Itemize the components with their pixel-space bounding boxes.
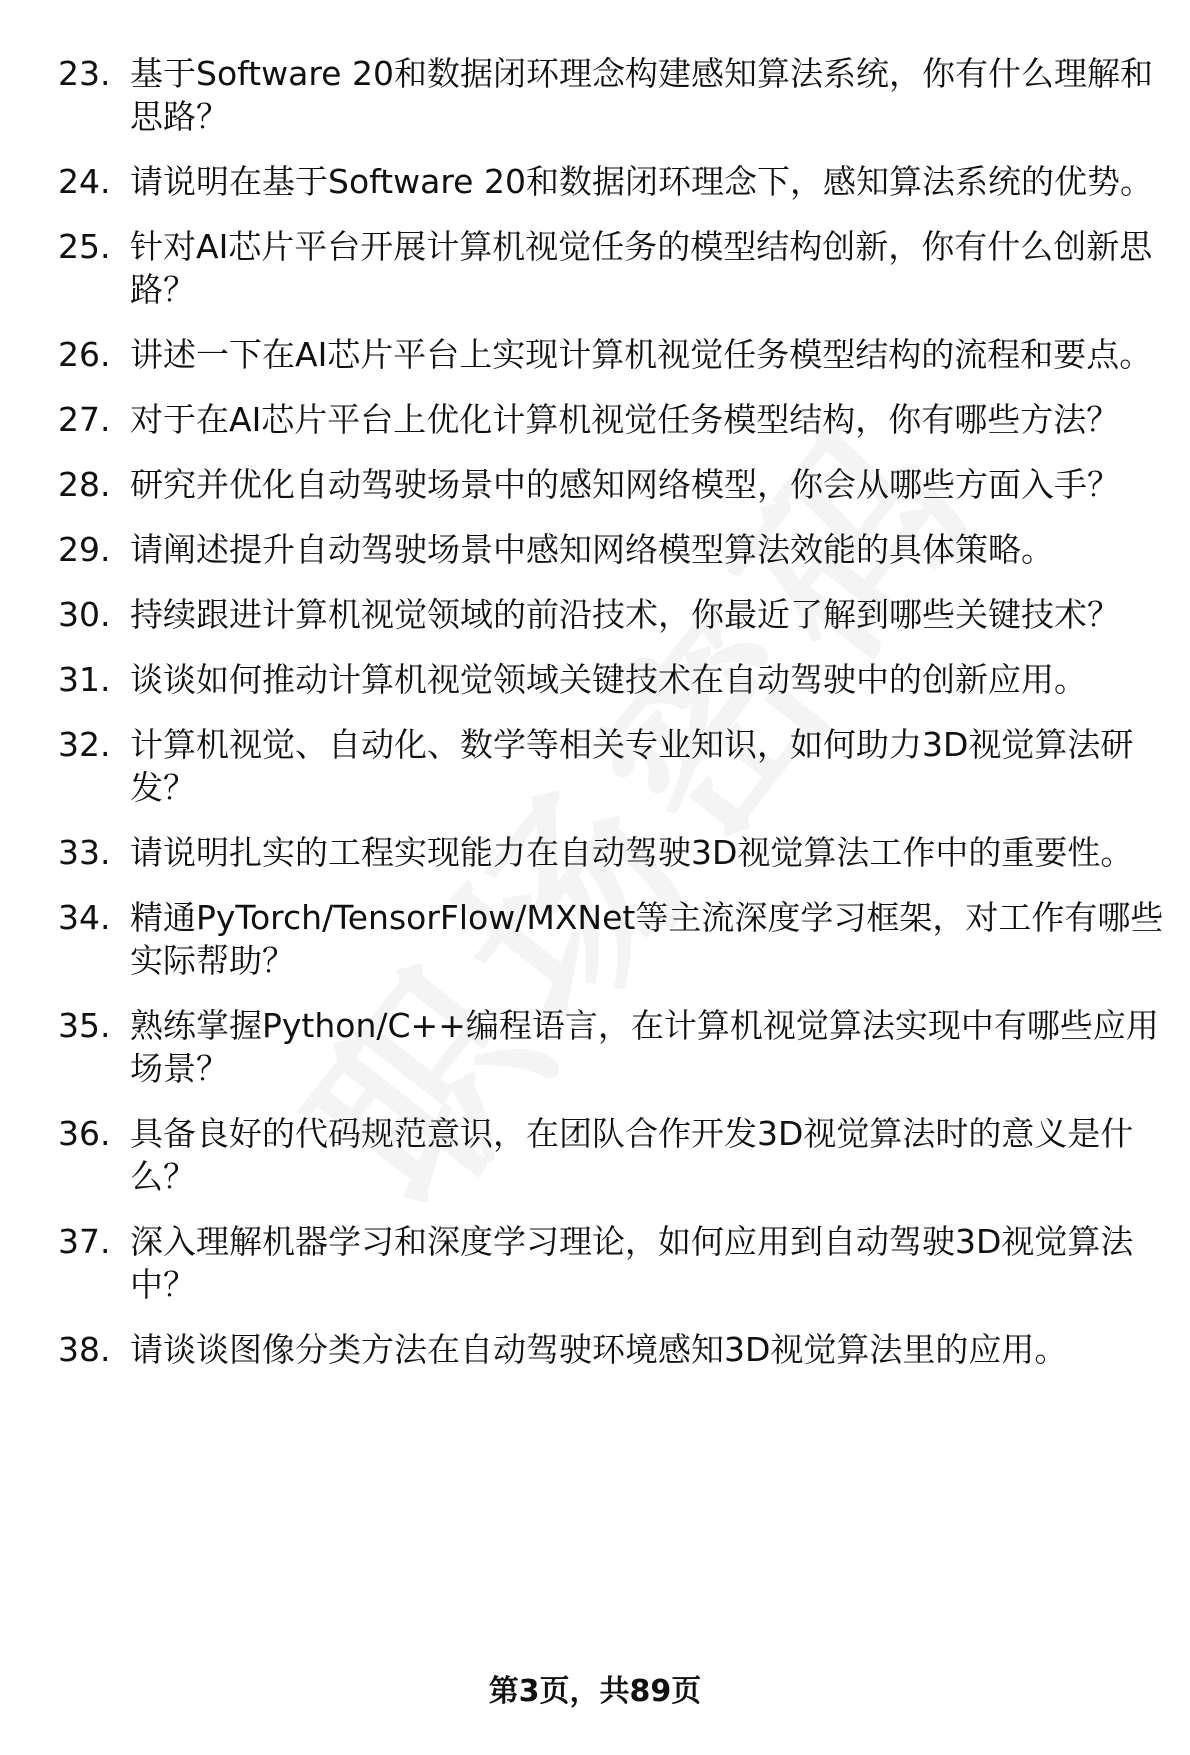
question-number: 32. [58, 725, 111, 764]
question-text: 具备良好的代码规范意识，在团队合作开发3D视觉算法时的意义是什么？ [130, 1114, 1134, 1196]
list-item [58, 225, 1168, 311]
question-text: 深入理解机器学习和深度学习理论，如何应用到自动驾驶3D视觉算法中？ [130, 1222, 1134, 1304]
question-number: 38. [58, 1330, 111, 1369]
question-number: 35. [58, 1006, 111, 1045]
question-text: 研究并优化自动驾驶场景中的感知网络模型，你会从哪些方面入手？ [130, 465, 1120, 504]
list-item [58, 1220, 1168, 1306]
question-text: 计算机视觉、自动化、数学等相关专业知识，如何助力3D视觉算法研发？ [130, 725, 1134, 807]
question-text: 请阐述提升自动驾驶场景中感知网络模型算法效能的具体策略。 [130, 530, 1054, 569]
question-text: 请谈谈图像分类方法在自动驾驶环境感知3D视觉算法里的应用。 [130, 1330, 1068, 1369]
list-item [58, 398, 1168, 441]
list-item [58, 160, 1168, 203]
question-text: 精通PyTorch/TensorFlow/MXNet等主流深度学习框架，对工作有哪些实际帮助？ [130, 898, 1164, 980]
question-number: 28. [58, 465, 111, 504]
question-text: 请说明扎实的工程实现能力在自动驾驶3D视觉算法工作中的重要性。 [130, 833, 1134, 872]
question-text: 熟练掌握Python/C++编程语言，在计算机视觉算法实现中有哪些应用场景？ [130, 1006, 1159, 1088]
question-text: 针对AI芯片平台开展计算机视觉任务的模型结构创新，你有什么创新思路？ [130, 227, 1153, 309]
list-item [58, 52, 1168, 138]
question-text: 讲述一下在AI芯片平台上实现计算机视觉任务模型结构的流程和要点。 [130, 335, 1153, 374]
question-number: 36. [58, 1114, 111, 1153]
question-number: 29. [58, 530, 111, 569]
question-text: 基于Software 20和数据闭环理念构建感知算法系统，你有什么理解和思路？ [130, 54, 1153, 136]
list-item [58, 1328, 1168, 1371]
list-item [58, 528, 1168, 571]
question-text: 持续跟进计算机视觉领域的前沿技术，你最近了解到哪些关键技术？ [130, 595, 1120, 634]
page-number-footer: 第3页，共89页 [488, 1674, 702, 1709]
question-text: 谈谈如何推动计算机视觉领域关键技术在自动驾驶中的创新应用。 [130, 660, 1087, 699]
question-number: 24. [58, 162, 111, 201]
question-number: 30. [58, 595, 111, 634]
list-item [58, 333, 1168, 376]
question-number: 23. [58, 54, 111, 93]
question-number: 26. [58, 335, 111, 374]
list-item [58, 658, 1168, 701]
question-number: 34. [58, 898, 111, 937]
question-text: 请说明在基于Software 20和数据闭环理念下，感知算法系统的优势。 [130, 162, 1153, 201]
list-item [58, 723, 1168, 809]
question-number: 25. [58, 227, 111, 266]
list-item [58, 831, 1168, 874]
question-number: 33. [58, 833, 111, 872]
question-list [58, 52, 1168, 1393]
question-number: 31. [58, 660, 111, 699]
list-item [58, 593, 1168, 636]
question-number: 37. [58, 1222, 111, 1261]
list-item [58, 896, 1168, 982]
question-text: 对于在AI芯片平台上优化计算机视觉任务模型结构，你有哪些方法？ [130, 400, 1120, 439]
list-item [58, 1004, 1168, 1090]
question-number: 27. [58, 400, 111, 439]
list-item [58, 1112, 1168, 1198]
list-item [58, 463, 1168, 506]
